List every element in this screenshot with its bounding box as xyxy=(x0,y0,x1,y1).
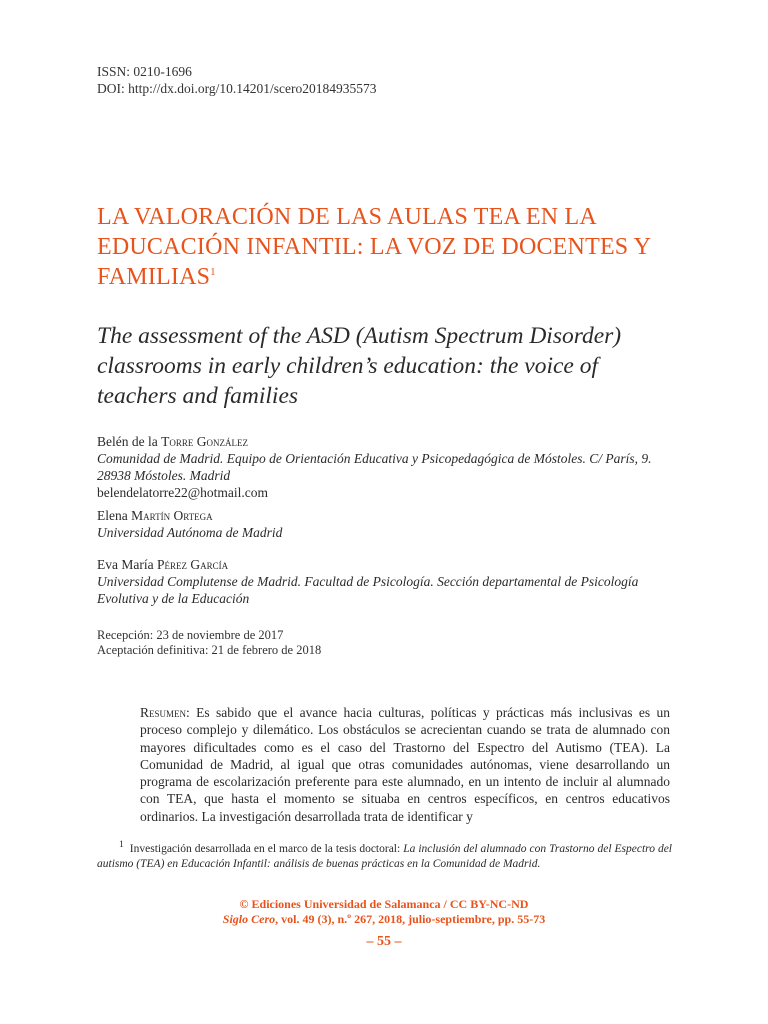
author-name xyxy=(97,507,687,524)
received-date: Recepción: 23 de noviembre de 2017 xyxy=(97,628,284,642)
spanish-title-text: LA VALORACIÓN DE LAS AULAS TEA EN LA EDUCACIÓN INFANTIL: LA VOZ DE DOCENTES Y FAMILIAS xyxy=(97,204,651,290)
publisher-license: © Ediciones Universidad de Salamanca / CC BY-NC-ND xyxy=(239,897,529,911)
submission-dates xyxy=(97,628,321,658)
author-name xyxy=(97,556,687,573)
issn: ISSN: 0210-1696 xyxy=(97,64,192,79)
author-block xyxy=(97,556,687,607)
english-title: The assessment of the ASD (Autism Spectrum Disorder) classrooms in early children’s education: the voice of teachers and families xyxy=(97,323,622,409)
abstract xyxy=(140,704,670,825)
author-block xyxy=(97,507,687,541)
author-given-name: Belén de la xyxy=(97,434,158,449)
journal-name: Siglo Cero xyxy=(222,912,276,926)
author-affiliation: Comunidad de Madrid. Equipo de Orientación Educativa y Psicopedagógica de Móstoles. C/ París, 9. 28938 Móstoles. Madrid xyxy=(97,451,652,483)
journal-citation xyxy=(0,912,768,927)
author-block xyxy=(97,433,687,501)
spanish-title xyxy=(97,202,657,292)
doi-link[interactable]: DOI: http://dx.doi.org/10.14201/scero20184935573 xyxy=(97,81,377,96)
author-affiliation: Universidad Complutense de Madrid. Facultad de Psicología. Sección departamental de Psicología Evolutiva y de la Educación xyxy=(97,574,639,606)
author-given-name: Elena xyxy=(97,508,128,523)
footnote-text: Investigación desarrollada en el marco de la tesis doctoral: xyxy=(129,842,404,855)
footnote-number: 1 xyxy=(119,839,124,850)
accepted-date: Aceptación definitiva: 21 de febrero de 2018 xyxy=(97,643,322,657)
author-name xyxy=(97,433,687,450)
footnote-thesis-title: La inclusión del alumnado con Trastorno del Espectro del autismo (TEA) en Educación Infantil: análisis de buenas prácticas en la Comunidad de Madrid. xyxy=(97,842,672,870)
page-number: – 55 – xyxy=(366,934,402,949)
title-footnote-marker[interactable]: 1 xyxy=(210,266,216,278)
author-surname: Martín Ortega xyxy=(131,508,213,523)
author-affiliation: Universidad Autónoma de Madrid xyxy=(97,525,283,540)
author-surname: Pérez García xyxy=(156,557,229,572)
footer xyxy=(0,897,768,927)
author-given-name: Eva María xyxy=(97,557,154,572)
author-email[interactable]: belendelatorre22@hotmail.com xyxy=(97,485,268,500)
footnote xyxy=(97,837,672,872)
abstract-label: Resumen: xyxy=(140,705,190,720)
abstract-text: Es sabido que el avance hacia culturas, políticas y prácticas más inclusivas es un proceso complejo y dilemático. Los obstáculos se acrecientan cuando se trata de alumnado con mayores dificultades como es el caso del Trastorno del Espectro del Autismo (TEA). La Comunidad de Madrid, al igual que otras comunidades autónomas, viene desarrollando un programa de escolarización preferente para este alumnado, en un intento de incluir al alumnado con TEA, que hasta el momento se situaba en centros específicos, en centros educativos ordinarios. La investigación desarrollada trata de identificar y xyxy=(140,705,670,824)
author-surname: Torre González xyxy=(161,434,248,449)
citation-details: , vol. 49 (3), n.º 267, 2018, julio-septiembre, pp. 55-73 xyxy=(275,912,546,926)
